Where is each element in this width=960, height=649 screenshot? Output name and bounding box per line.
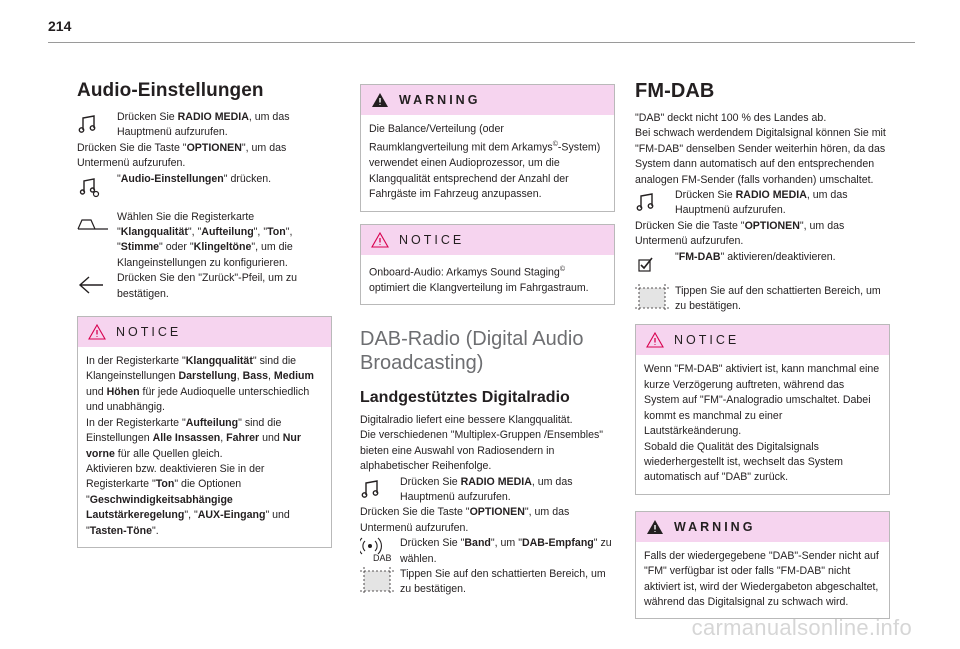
step-confirm: [635, 284, 890, 315]
step-text: "FM-DAB" aktivieren/deaktivieren.: [675, 250, 836, 263]
music-settings-icon: [77, 172, 117, 200]
notice-header: [361, 225, 614, 255]
step-options: Drücken Sie die Taste "OPTIONEN", um das Untermenü aufzurufen.: [360, 506, 570, 534]
warning-triangle-icon: [371, 92, 389, 108]
music-note-icon: [360, 475, 400, 503]
notice-body: Wenn "FM-DAB" aktiviert ist, kann manchmal eine kurze Verzögerung auftreten, während das System auf "FM"-Analogradio umschaltet. Dabei kommt es manchmal zu einer Lautstärkeänderung. Sobald die Qualität des Digitalsignals wiederhergestellt ist, wechselt das System automatisch auf "DAB" zurück.: [644, 363, 880, 484]
checkbox-icon: [635, 250, 675, 278]
watermark: carmanualsonline.info: [691, 615, 912, 640]
step-text: Tippen Sie auf den schattierten Bereich, um zu bestätigen.: [400, 567, 606, 596]
step-fm-dab: [635, 250, 890, 278]
section-title-dab: DAB-Radio (Digital Audio Broadcasting): [360, 327, 584, 374]
warning-header: [361, 85, 614, 115]
step-back: [77, 271, 332, 302]
warning-box: [635, 511, 890, 620]
step-confirm: [360, 567, 615, 598]
column-audio-settings: [77, 80, 332, 548]
page-number: 214: [48, 18, 72, 34]
step-text: Drücken Sie RADIO MEDIA, um das Hauptmenü aufzurufen.: [675, 189, 848, 217]
music-note-icon: [77, 110, 117, 138]
notice-box: [360, 224, 615, 305]
warning-triangle-icon: [88, 324, 106, 340]
paragraph: Bei schwach werdendem Digitalsignal können Sie mit "FM-DAB" denselben Sender weiterhin hören, da das System dann automatisch auf den entsprechenden analogen FM-Sender (falls vorhanden) umschaltet.: [635, 127, 886, 186]
warning-triangle-icon: [371, 232, 389, 248]
notice-header: [78, 317, 331, 347]
paragraph: Digitalradio liefert eine bessere Klangqualität.: [360, 413, 573, 426]
header-rule: [48, 42, 915, 43]
step-text: Drücken Sie RADIO MEDIA, um das Hauptmenü aufzurufen.: [400, 475, 573, 503]
step-options: Drücken Sie die Taste "OPTIONEN", um das Untermenü aufzurufen.: [77, 141, 287, 170]
section-title-audio-settings: Audio-Einstellungen: [77, 80, 264, 101]
dab-antenna-icon: [360, 536, 400, 564]
back-arrow-icon: [77, 271, 117, 299]
step-text: Drücken Sie RADIO MEDIA, um das Hauptmenü aufzurufen.: [117, 111, 290, 139]
step-text: Drücken Sie den "Zurück"-Pfeil, um zu bestätigen.: [117, 272, 298, 300]
notice-label: NOTICE: [116, 325, 182, 340]
step-text: "Audio-Einstellungen" drücken.: [117, 172, 272, 185]
step-radio-media: [360, 475, 615, 506]
notice-box: [635, 324, 890, 494]
warning-body: Falls der wiedergegebene "DAB"-Sender nicht auf "FM" verfügbar ist oder falls "FM-DAB" nicht aktiviert ist, wird der Wiedergabeton abgeschaltet, während das Digitalsignal zu schwach wird.: [644, 549, 879, 608]
step-text: Wählen Sie die Registerkarte "Klangqualität", "Aufteilung", "Ton", "Stimme" oder "Klingeltöne", um die Klangeinstellungen zu konfigurieren.: [117, 210, 293, 269]
warning-label: WARNING: [674, 519, 756, 534]
notice-label: NOTICE: [674, 333, 740, 348]
warning-header: [636, 512, 889, 542]
step-tabs: [77, 210, 332, 272]
notice-body: In der Registerkarte "Klangqualität" sind die Klangeinstellungen Darstellung, Bass, Medium und Höhen für jede Audioquelle unterschiedlich und unabhängig. In der Registerkarte "Aufteilung" sind die Einstellungen Alle Insassen, Fahrer und Nur vorne für alle Quellen gleich. Aktivieren bzw. deaktivieren Sie in der Registerkarte "Ton" die Optionen "Geschwindigkeitsabhängige Lautstärkeregelung", "AUX-Eingang" und "Tasten-Töne".: [86, 355, 314, 537]
tabs-icon: [77, 210, 117, 238]
warning-box: [360, 84, 615, 212]
notice-header: [636, 325, 889, 355]
music-note-icon: [635, 188, 675, 216]
svg-text:DAB: DAB: [373, 553, 392, 564]
notice-label: NOTICE: [399, 232, 465, 247]
notice-box: [77, 316, 332, 548]
step-radio-media: [77, 110, 332, 141]
warning-triangle-icon: [646, 332, 664, 348]
step-audio-settings: [77, 172, 332, 200]
paragraph: "DAB" deckt nicht 100 % des Landes ab.: [635, 112, 827, 124]
section-title-fm-dab: FM-DAB: [635, 80, 715, 102]
column-fm-dab: [635, 80, 890, 619]
column-dab: [360, 84, 615, 598]
warning-triangle-icon: [646, 519, 664, 535]
step-text: Tippen Sie auf den schattierten Bereich, um zu bestätigen.: [675, 284, 881, 313]
step-options: Drücken Sie die Taste "OPTIONEN", um das Untermenü aufzurufen.: [635, 219, 845, 248]
shaded-area-icon: [635, 284, 675, 312]
step-radio-media: [635, 188, 890, 219]
subsection-title: Landgestütztes Digitalradio: [360, 388, 570, 406]
warning-label: WARNING: [399, 93, 481, 107]
notice-body: Onboard-Audio: Arkamys Sound Staging© optimiert die Klangverteilung im Fahrgastraum.: [369, 265, 589, 294]
shaded-area-icon: [360, 567, 400, 595]
warning-body: Die Balance/Verteilung (oder Raumklangverteilung mit dem Arkamys©-System) verwendet einen Audioprozessor, um die Klangqualität entsprechend der Anzahl der Fahrgäste im Fahrzeug anzupassen.: [369, 123, 601, 201]
step-band: [360, 536, 615, 567]
paragraph: Die verschiedenen "Multiplex-Gruppen /Ensembles" bieten eine Auswahl von Radiosendern in alphabetischer Reihenfolge.: [360, 429, 604, 473]
step-text: Drücken Sie "Band", um "DAB-Empfang" zu wählen.: [400, 537, 612, 565]
